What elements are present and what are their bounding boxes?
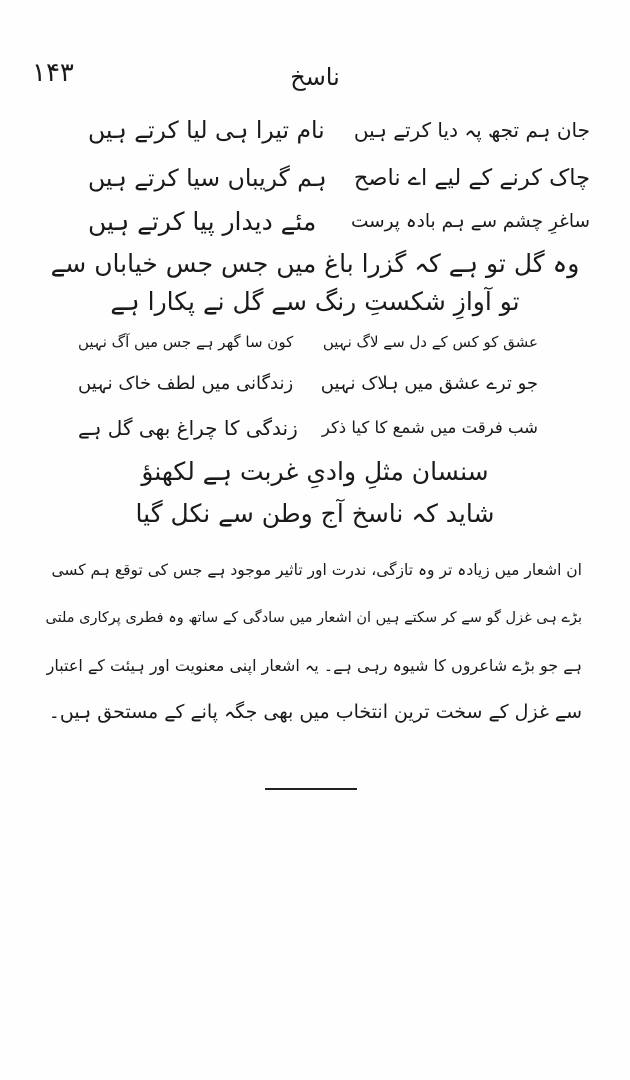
misra-first: جان ہم تجھ پہ دیا کرتے ہیں: [353, 118, 590, 142]
misra-second: نام تیرا ہی لیا کرتے ہیں: [88, 116, 325, 144]
commentary-line: سے غزل کے سخت ترین انتخاب میں بھی جگہ پانے کے مستحق ہیں۔: [48, 701, 582, 723]
couplet: [78, 324, 538, 360]
couplet: [88, 160, 590, 196]
misra-second: ہم گریباں سیا کرتے ہیں: [88, 164, 327, 192]
verse-line: شاید کہ ناسخ آج وطن سے نکل گیا: [135, 499, 495, 528]
couplet: [88, 112, 590, 148]
misra-first: عشق کو کس کے دل سے لاگ نہیں: [322, 333, 538, 351]
couplet: [88, 204, 590, 240]
misra-second: زندگی کا چراغ بھی گل ہے: [78, 416, 298, 440]
running-head: ناسخ: [290, 63, 340, 91]
commentary-line: بڑے ہی غزل گو سے کر سکتے ہیں ان اشعار میں سادگی کے ساتھ وہ فطری پرکاری ملتی: [45, 610, 582, 626]
verse-line: تو آوازِ شکستِ رنگ سے گل نے پکارا ہے: [110, 287, 520, 316]
couplet: [78, 366, 538, 402]
misra-first: چاک کرنے کے لیے اے ناصح: [353, 165, 590, 191]
page-number: ۱۴۳: [32, 58, 74, 88]
section-end-rule: [265, 788, 357, 790]
misra-second: مئے دیدار پیا کرتے ہیں: [88, 207, 317, 236]
verse-line: وہ گل تو ہے کہ گزرا باغ میں جس جس خیاباں سے: [50, 249, 580, 278]
misra-first: شب فرقت میں شمع کا کیا ذکر: [321, 418, 538, 437]
misra-first: جو ترے عشق میں ہلاک نہیں: [320, 373, 538, 394]
commentary-line: ان اشعار میں زیادہ تر وہ تازگی، ندرت اور تاثیر موجود ہے جس کی توقع ہم کسی: [51, 561, 582, 579]
couplet: [78, 410, 538, 446]
misra-second: زندگانی میں لطف خاک نہیں: [78, 373, 294, 394]
misra-second: کون سا گھر ہے جس میں آگ نہیں: [78, 333, 294, 351]
commentary-line: ہے جو بڑے شاعروں کا شیوہ رہی ہے۔ یہ اشعار اپنی معنویت اور ہیئت کے اعتبار: [46, 656, 582, 675]
verse-line: سنسان مثلِ وادیِ غربت ہے لکھنؤ: [141, 457, 489, 486]
misra-first: ساغرِ چشم سے ہم بادہ پرست: [350, 211, 590, 232]
